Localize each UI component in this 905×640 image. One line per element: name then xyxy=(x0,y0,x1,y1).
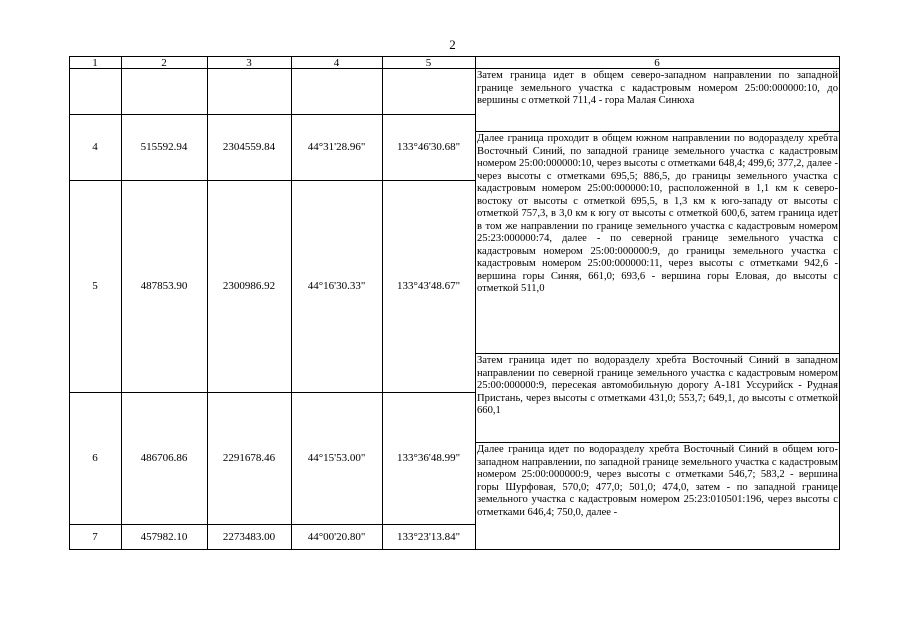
boundary-description: Далее граница идет по водоразделу хребта Восточный Синий в общем юго-западном направлении, по западной границе земельного участка с кадастровым номером 25:00:000000:9, через высоты с отметками 546,7; 583,2 - вершина горы Шурфовая, 570,0; 477,0; 501,0; 474,0, затем - по западной границе земельного участка с кадастровым номером 25:23:010501:196, через высоты с отметками 646,4; 750,0, далее - xyxy=(477,444,838,518)
point-id: 7 xyxy=(92,530,98,543)
boundary-description: Затем граница идет в общем северо-западном направлении по западной границе земельного участка с кадастровым номером 25:00:000000:10, до вершины с отметкой 711,4 - гора Малая Синюха xyxy=(477,70,838,106)
latitude: 44°00'20.80" xyxy=(307,530,366,543)
point-id: 5 xyxy=(92,280,98,292)
longitude: 133°43'48.67" xyxy=(396,280,461,292)
desc-divider xyxy=(475,131,840,132)
header-cell: 1 xyxy=(92,56,98,69)
desc-divider xyxy=(475,353,840,354)
header-cell: 4 xyxy=(333,56,340,69)
latitude: 44°15'53.00" xyxy=(307,452,366,464)
header-cell: 5 xyxy=(425,56,432,69)
page-number: 2 xyxy=(449,37,456,52)
boundary-table xyxy=(69,56,840,550)
header-cell: 2 xyxy=(161,56,167,69)
latitude: 44°31'28.96" xyxy=(307,141,366,153)
latitude: 44°16'30.33" xyxy=(307,280,366,292)
longitude: 133°36'48.99" xyxy=(396,452,461,464)
longitude: 133°46'30.68" xyxy=(396,141,461,153)
header-cell: 6 xyxy=(654,56,660,69)
coord-x: 486706.86 xyxy=(140,452,188,464)
desc-divider xyxy=(475,442,840,443)
point-id: 4 xyxy=(92,141,98,153)
boundary-description: Далее граница проходит в общем южном направлении по водоразделу хребта Восточный Синий, по западной границе земельного участка с кадастровым номером 25:00:000000:10, через высоты с отметками 648,4; 499,6; 377,2, далее - через высоты с отметками 695,5; 886,5, до границы земельного участка с кадастровым номером 25:00:000000:10, расположенной в 1,1 км к северо-востоку от высоты с отметкой 695,5, в 1,3 км к юго-западу от высоты с отметкой 757,3, в 3,0 км к югу от высоты с отметкой 600,6, затем граница идет в том же направлении по границе земельного участка с кадастровым номером 25:23:000000:74, далее - по северной границе земельного участка с кадастровым номером 25:00:000000:9, до границы земельного участка с кадастровым номером 25:00:000000:11, через высоты с отметками 942,6 - вершина горы Синяя, 661,0; 693,6 - вершина горы Еловая, до высоты с отметкой 511,0 xyxy=(477,133,838,294)
coord-y: 2300986.92 xyxy=(222,280,276,292)
header-cell: 3 xyxy=(246,56,252,69)
coord-x: 457982.10 xyxy=(140,530,188,543)
boundary-description: Затем граница идет по водоразделу хребта Восточный Синий в западном направлении по северной границе земельного участка с кадастровым номером 25:00:000000:9, пересекая автомобильную дорогу А-181 Уссурийск - Рудная Пристань, через высоты с отметками 431,0; 553,7; 649,1, до высоты с отметкой 660,1 xyxy=(477,355,838,416)
point-id: 6 xyxy=(92,452,98,464)
coord-y: 2304559.84 xyxy=(222,141,276,153)
coord-y: 2273483.00 xyxy=(222,530,276,543)
table-border-bottom xyxy=(69,549,840,550)
coord-x: 487853.90 xyxy=(140,280,188,292)
coord-y: 2291678.46 xyxy=(222,452,276,464)
coord-x: 515592.94 xyxy=(140,141,188,153)
longitude: 133°23'13.84" xyxy=(396,530,461,543)
